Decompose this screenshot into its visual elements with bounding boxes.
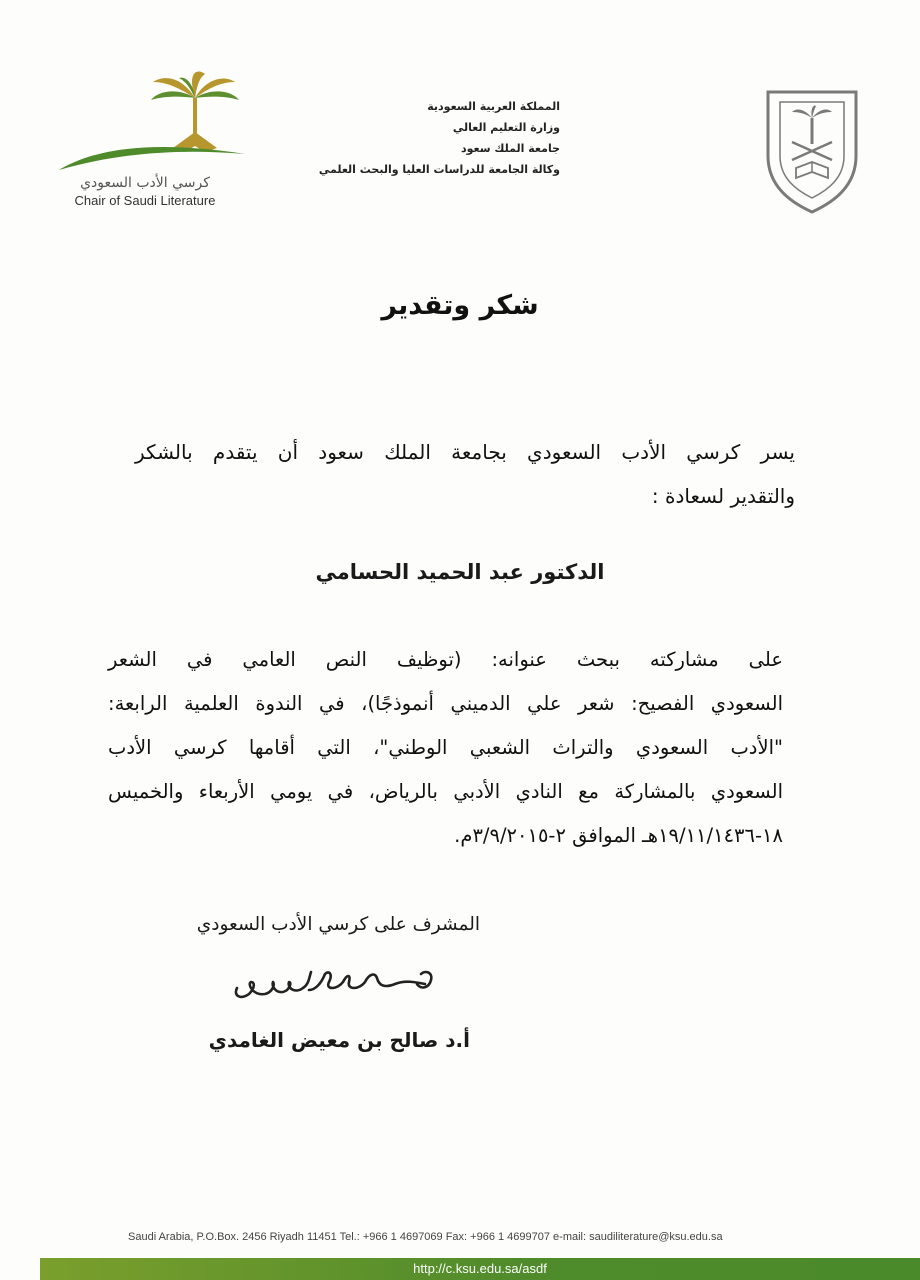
- header-line-deanship: وكالة الجامعة للدراسات العليا والبحث العلمي: [318, 163, 560, 176]
- reason-paragraph: [108, 638, 783, 858]
- ksu-emblem-icon: [758, 78, 866, 218]
- palm-book-icon: [55, 68, 255, 173]
- reason-line-4: السعودي بالمشاركة مع النادي الأدبي بالرياض، في يومي الأربعاء والخميس: [108, 780, 783, 803]
- logo-arabic-text: كرسي الأدب السعودي: [80, 175, 210, 191]
- footer-bar: [40, 1258, 920, 1280]
- header-line-ministry: وزارة التعليم العالي: [452, 121, 560, 134]
- reason-line-5: ١٨-١٩/١١/١٤٣٦هـ الموافق ٢-٣/٩/٢٠١٥م.: [454, 824, 783, 847]
- header-line-kingdom: المملكة العربية السعودية: [427, 100, 560, 113]
- intro-line-2: والتقدير لسعادة :: [651, 484, 795, 508]
- ksu-emblem-logo: [758, 78, 866, 218]
- page-title: شكر وتقدير: [381, 290, 539, 321]
- intro-line-1: يسر كرسي الأدب السعودي بجامعة الملك سعود أن يتقدم بالشكر: [135, 440, 795, 464]
- footer-url-link[interactable]: http://c.ksu.edu.sa/asdf: [413, 1261, 547, 1276]
- institution-header: [318, 96, 560, 180]
- reason-line-3: "الأدب السعودي والتراث الشعبي الوطني"، التي أقامها كرسي الأدب: [108, 736, 783, 759]
- reason-line-1: على مشاركته ببحث عنوانه: (توظيف النص العامي في الشعر: [108, 648, 783, 671]
- chair-of-saudi-literature-logo: [55, 68, 255, 213]
- logo-english-text: Chair of Saudi Literature: [74, 193, 216, 208]
- footer-contact: Saudi Arabia, P.O.Box. 2456 Riyadh 11451 Tel.: +966 1 4697069 Fax: +966 1 4699707 e-mail: saudiliterature@ksu.edu.sa: [128, 1231, 723, 1243]
- signatory-name: أ.د صالح بن معيض الغامدي: [208, 1028, 470, 1052]
- handwritten-signature: [225, 960, 455, 1010]
- header-line-university: جامعة الملك سعود: [461, 142, 560, 155]
- signatory-role: المشرف على كرسي الأدب السعودي: [196, 914, 480, 935]
- reason-line-2: السعودي الفصيح: شعر علي الدميني أنموذجًا)، في الندوة العلمية الرابعة:: [108, 692, 783, 715]
- recipient-name: الدكتور عبد الحميد الحسامي: [315, 560, 605, 584]
- intro-paragraph: [135, 430, 795, 518]
